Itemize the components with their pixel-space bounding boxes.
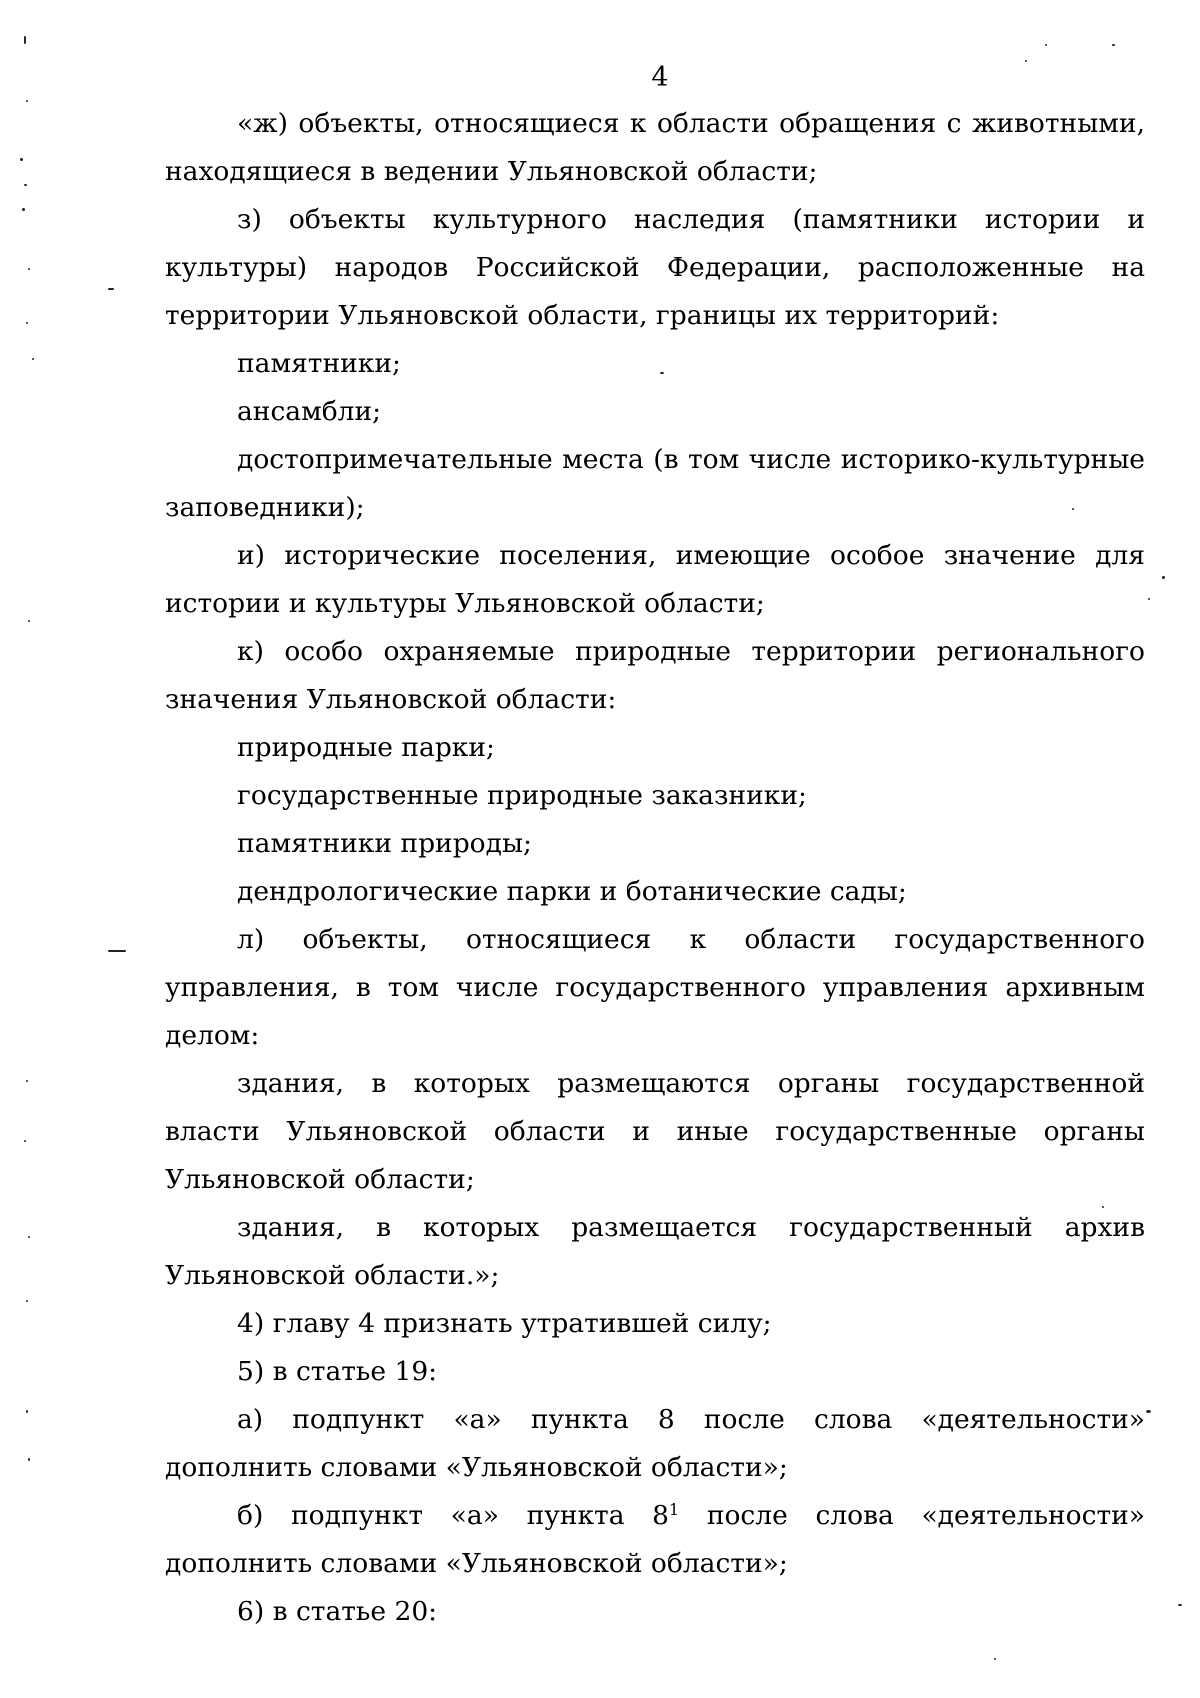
scan-speck [1162,576,1165,579]
scan-speck [26,1300,28,1302]
scan-speck [26,1410,28,1413]
superscript-index: 1 [669,1500,680,1520]
scan-speck [1072,508,1074,510]
scan-speck [994,1658,996,1660]
subitem-b [165,1492,1145,1588]
scan-speck [26,100,28,102]
amendment-item-6: 6) в статье 20: [237,1596,438,1627]
scan-speck [24,36,26,44]
scan-speck [24,184,27,186]
scan-speck [26,322,28,324]
subitem-b-end: после слова «деятельности» дополнить словами «Ульяновской области»; [165,1500,1145,1579]
scan-speck [24,1140,26,1142]
amendment-item-5: 5) в статье 19: [237,1356,438,1387]
scan-speck [1102,1206,1104,1208]
list-item-monuments: памятники; [237,348,401,379]
scan-speck [1025,60,1027,62]
list-item-nature-parks: природные парки; [237,732,495,763]
list-item-government-buildings: здания, в которых размещаются органы государственной власти Ульяновской области и иные государственные органы Ульяновской области; [165,1068,1145,1195]
list-item-archive-buildings: здания, в которых размещается государственный архив Ульяновской области.»; [165,1212,1145,1291]
scan-speck [660,372,664,374]
scan-speck [26,1080,28,1082]
paragraph-k: к) особо охраняемые природные территории регионального значения Ульяновской области: [165,636,1145,715]
paragraph-i: и) исторические поселения, имеющие особое значение для истории и культуры Ульяновской области; [165,540,1145,619]
list-item-nature-monuments: памятники природы; [237,828,532,859]
scan-speck [22,208,25,211]
list-item-botanical-gardens: дендрологические парки и ботанические сады; [237,876,907,907]
subitem-b-start: б) подпункт «а» пункта 8 [237,1500,670,1531]
document-body [165,100,1145,1636]
scan-speck [28,1458,30,1461]
amendment-item-4: 4) главу 4 признать утратившей силу; [237,1308,772,1339]
scan-speck [1045,44,1047,46]
paragraph-zh: «ж) объекты, относящиеся к области обращения с животными, находящиеся в ведении Ульяновской области; [165,108,1145,187]
scan-speck [28,1236,30,1238]
paragraph-l: л) объекты, относящиеся к области государственного управления, в том числе государственного управления архивным делом: [165,924,1145,1051]
scan-speck [28,268,30,270]
scan-speck [20,158,23,161]
scan-speck [1112,44,1115,46]
scan-speck [1148,598,1150,600]
page-number: 4 [651,62,669,93]
subitem-a: а) подпункт «а» пункта 8 после слова «деятельности» дополнить словами «Ульяновской области»; [165,1404,1145,1483]
paragraph-z: з) объекты культурного наследия (памятники истории и культуры) народов Российской Федерации, расположенные на территории Ульяновской области, границы их территорий: [165,204,1145,331]
scan-speck [1146,1410,1151,1413]
scan-speck [1178,1604,1182,1606]
scan-speck [108,288,114,290]
scan-speck [108,950,126,952]
list-item-sights: достопримечательные места (в том числе историко-культурные заповедники); [165,444,1145,523]
scan-speck [28,620,30,622]
scan-speck [32,358,34,360]
list-item-reserves: государственные природные заказники; [237,780,807,811]
list-item-ensembles: ансамбли; [237,396,382,427]
